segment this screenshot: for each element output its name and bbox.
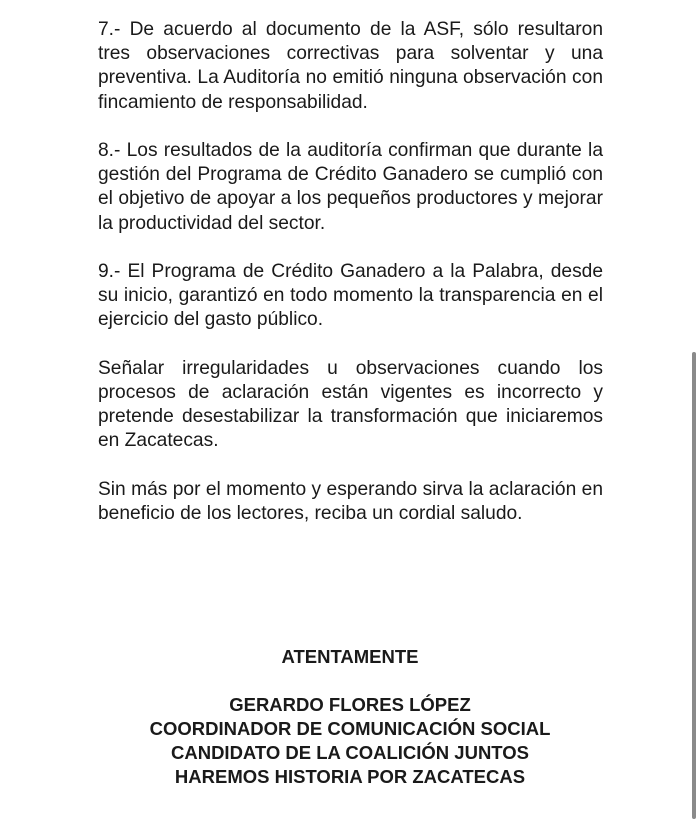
signature-name: GERARDO FLORES LÓPEZ xyxy=(229,694,471,715)
document-body xyxy=(98,18,603,550)
paragraph-irregularities: Señalar irregularidades u observaciones cuando los procesos de aclaración están vigentes es incorrecto y pretende desestabilizar la transformación que iniciaremos en Zacatecas. xyxy=(98,357,603,452)
signature-closing: ATENTAMENTE xyxy=(281,646,419,667)
signature-candidate: CANDIDATO DE LA COALICIÓN JUNTOS xyxy=(170,742,530,763)
signature-block xyxy=(0,645,700,789)
paragraph-point-7: 7.- De acuerdo al documento de la ASF, sólo resultaron tres observaciones correctivas para solventar y una preventiva. La Auditoría no emitió ninguna observación con fincamiento de responsabilidad. xyxy=(98,19,603,113)
signature-coalition: HAREMOS HISTORIA POR ZACATECAS xyxy=(174,766,526,787)
vertical-scrollbar[interactable] xyxy=(692,352,696,819)
paragraph-farewell: Sin más por el momento y esperando sirva la aclaración en beneficio de los lectores, reciba un cordial saludo. xyxy=(98,478,603,524)
paragraph-point-9: 9.- El Programa de Crédito Ganadero a la Palabra, desde su inicio, garantizó en todo momento la transparencia en el ejercicio del gasto público. xyxy=(98,261,603,331)
paragraph-point-8: 8.- Los resultados de la auditoría confirman que durante la gestión del Programa de Crédito Ganadero se cumplió con el objetivo de apoyar a los pequeños productores y mejorar la productividad del sector. xyxy=(98,140,603,234)
signature-title: COORDINADOR DE COMUNICACIÓN SOCIAL xyxy=(149,718,551,739)
